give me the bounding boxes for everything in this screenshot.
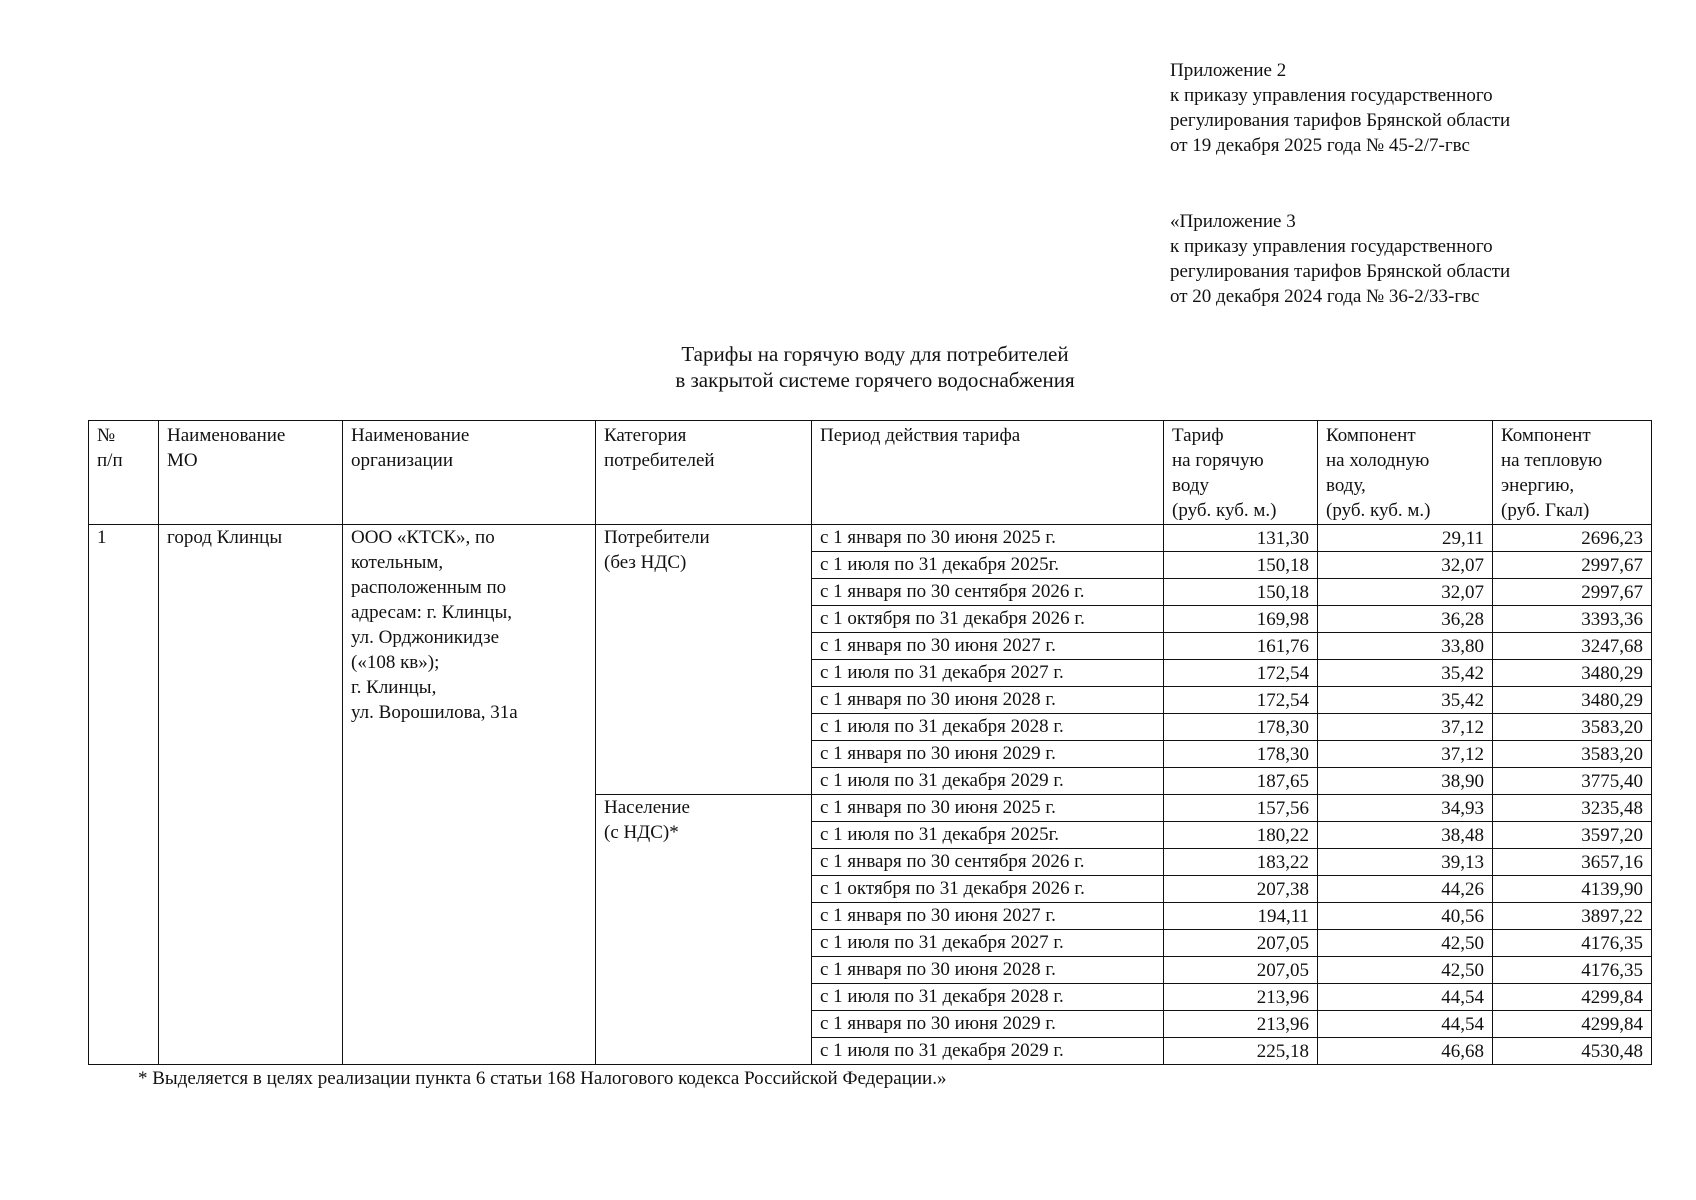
cold-water-component: 37,12: [1318, 741, 1493, 768]
heat-energy-component: 3597,20: [1493, 822, 1652, 849]
cold-water-component: 40,56: [1318, 903, 1493, 930]
title-line: в закрытой системе горячего водоснабжения: [675, 368, 1075, 392]
hot-water-tariff: 207,05: [1164, 930, 1318, 957]
hot-water-tariff: 207,05: [1164, 957, 1318, 984]
heat-energy-component: 3393,36: [1493, 606, 1652, 633]
header-line: энергию,: [1501, 475, 1575, 496]
cold-water-component: 42,50: [1318, 930, 1493, 957]
col-number-header: [89, 421, 159, 525]
heat-energy-component: 4530,48: [1493, 1038, 1652, 1065]
hot-water-tariff: 172,54: [1164, 660, 1318, 687]
heat-energy-component: 3480,29: [1493, 660, 1652, 687]
cold-water-component: 33,80: [1318, 633, 1493, 660]
hot-water-tariff: 150,18: [1164, 579, 1318, 606]
cold-water-component: 34,93: [1318, 795, 1493, 822]
organization-name-line: адресам: г. Клинцы,: [351, 602, 512, 623]
header-line: МО: [167, 450, 198, 471]
header-line: организации: [351, 450, 454, 471]
header-line: Компонент: [1501, 425, 1591, 446]
consumer-category: [596, 795, 812, 1065]
hot-water-tariff: 225,18: [1164, 1038, 1318, 1065]
cold-water-component: 44,26: [1318, 876, 1493, 903]
table-body: [89, 525, 1652, 1065]
heat-energy-component: 4176,35: [1493, 957, 1652, 984]
cold-water-component: 42,50: [1318, 957, 1493, 984]
hot-water-tariff: 178,30: [1164, 714, 1318, 741]
hot-water-tariff: 194,11: [1164, 903, 1318, 930]
organization-name-line: ООО «КТСК», по: [351, 527, 495, 548]
header-line: (руб. Гкал): [1501, 500, 1590, 521]
tariff-period: с 1 января по 30 сентября 2026 г.: [812, 849, 1164, 876]
tariff-table: [88, 420, 1652, 1065]
consumer-category-line: Потребители: [604, 527, 710, 548]
heat-energy-component: 3235,48: [1493, 795, 1652, 822]
header-line: воду: [1172, 475, 1209, 496]
annex-3-line: регулирования тарифов Брянской области: [1170, 261, 1511, 282]
organization-name-line: («108 кв»);: [351, 652, 440, 673]
heat-energy-component: 3583,20: [1493, 741, 1652, 768]
consumer-category-line: (с НДС)*: [604, 822, 679, 843]
hot-water-tariff: 213,96: [1164, 984, 1318, 1011]
consumer-category: [596, 525, 812, 795]
hot-water-tariff: 213,96: [1164, 1011, 1318, 1038]
tariff-period: с 1 октября по 31 декабря 2026 г.: [812, 606, 1164, 633]
header-line: на холодную: [1326, 450, 1430, 471]
col-tariff-header: [1164, 421, 1318, 525]
hot-water-tariff: 150,18: [1164, 552, 1318, 579]
organization-name-line: котельным,: [351, 552, 444, 573]
cold-water-component: 35,42: [1318, 660, 1493, 687]
annex-3-line: от 20 декабря 2024 года № 36-2/33-гвс: [1170, 286, 1480, 307]
tariff-period: с 1 января по 30 июня 2029 г.: [812, 741, 1164, 768]
col-mo-header: [159, 421, 343, 525]
annex-2-line: от 19 декабря 2025 года № 45-2/7-гвс: [1170, 135, 1470, 156]
tariff-period: с 1 июля по 31 декабря 2028 г.: [812, 714, 1164, 741]
col-organization-header: [343, 421, 596, 525]
cold-water-component: 36,28: [1318, 606, 1493, 633]
cold-water-component: 38,90: [1318, 768, 1493, 795]
heat-energy-component: 2696,23: [1493, 525, 1652, 552]
heat-energy-component: 3583,20: [1493, 714, 1652, 741]
header-line: Категория: [604, 425, 687, 446]
cold-water-component: 39,13: [1318, 849, 1493, 876]
hot-water-tariff: 178,30: [1164, 741, 1318, 768]
cold-water-component: 46,68: [1318, 1038, 1493, 1065]
hot-water-tariff: 183,22: [1164, 849, 1318, 876]
heat-energy-component: 4176,35: [1493, 930, 1652, 957]
hot-water-tariff: 131,30: [1164, 525, 1318, 552]
annex-2-header: [1170, 58, 1510, 158]
heat-energy-component: 3480,29: [1493, 687, 1652, 714]
heat-energy-component: 3897,22: [1493, 903, 1652, 930]
header-line: Период действия тарифа: [820, 425, 1021, 446]
consumer-category-line: Население: [604, 797, 690, 818]
document-title: [0, 341, 1696, 393]
col-heat-energy-header: [1493, 421, 1652, 525]
cold-water-component: 32,07: [1318, 579, 1493, 606]
heat-energy-component: 4299,84: [1493, 984, 1652, 1011]
tariff-period: с 1 января по 30 июня 2025 г.: [812, 795, 1164, 822]
tariff-period: с 1 января по 30 июня 2028 г.: [812, 957, 1164, 984]
header-line: воду,: [1326, 475, 1366, 496]
hot-water-tariff: 157,56: [1164, 795, 1318, 822]
organization-name-line: ул. Орджоникидзе: [351, 627, 500, 648]
header-line: Наименование: [167, 425, 286, 446]
header-line: на горячую: [1172, 450, 1264, 471]
header-line: (руб. куб. м.): [1326, 500, 1431, 521]
header-line: Тариф: [1172, 425, 1224, 446]
organization-name-line: расположенным по: [351, 577, 507, 598]
tariff-period: с 1 октября по 31 декабря 2026 г.: [812, 876, 1164, 903]
organization-name-line: ул. Ворошилова, 31а: [351, 702, 518, 723]
tariff-period: с 1 июля по 31 декабря 2025г.: [812, 552, 1164, 579]
hot-water-tariff: 187,65: [1164, 768, 1318, 795]
tariff-period: с 1 июля по 31 декабря 2025г.: [812, 822, 1164, 849]
title-line: Тарифы на горячую воду для потребителей: [681, 342, 1069, 366]
hot-water-tariff: 172,54: [1164, 687, 1318, 714]
tariff-period: с 1 июля по 31 декабря 2027 г.: [812, 930, 1164, 957]
heat-energy-component: 4139,90: [1493, 876, 1652, 903]
tariff-period: с 1 января по 30 июня 2027 г.: [812, 633, 1164, 660]
footnote: * Выделяется в целях реализации пункта 6 статьи 168 Налогового кодекса Российской Федерации.»: [138, 1068, 947, 1089]
annex-3-line: к приказу управления государственного: [1170, 236, 1493, 257]
cold-water-component: 35,42: [1318, 687, 1493, 714]
annex-2-line: к приказу управления государственного: [1170, 85, 1493, 106]
header-line: потребителей: [604, 450, 715, 471]
tariff-period: с 1 июля по 31 декабря 2029 г.: [812, 1038, 1164, 1065]
heat-energy-component: 4299,84: [1493, 1011, 1652, 1038]
organization-name-line: г. Клинцы,: [351, 677, 437, 698]
tariff-period: с 1 июля по 31 декабря 2028 г.: [812, 984, 1164, 1011]
table-header-row: [89, 421, 1652, 525]
col-cold-water-header: [1318, 421, 1493, 525]
hot-water-tariff: 169,98: [1164, 606, 1318, 633]
mo-name: город Клинцы: [159, 525, 343, 1065]
cold-water-component: 44,54: [1318, 984, 1493, 1011]
header-line: на тепловую: [1501, 450, 1603, 471]
cold-water-component: 38,48: [1318, 822, 1493, 849]
heat-energy-component: 3657,16: [1493, 849, 1652, 876]
header-line: Наименование: [351, 425, 470, 446]
tariff-period: с 1 января по 30 июня 2029 г.: [812, 1011, 1164, 1038]
cold-water-component: 37,12: [1318, 714, 1493, 741]
annex-3-header: [1170, 209, 1510, 309]
header-line: №: [97, 425, 116, 446]
tariff-period: с 1 января по 30 июня 2025 г.: [812, 525, 1164, 552]
col-period-header: [812, 421, 1164, 525]
consumer-category-line: (без НДС): [604, 552, 687, 573]
tariff-period: с 1 января по 30 сентября 2026 г.: [812, 579, 1164, 606]
annex-2-line: Приложение 2: [1170, 60, 1287, 81]
entry-number: 1: [89, 525, 159, 1065]
organization-name: [343, 525, 596, 1065]
hot-water-tariff: 207,38: [1164, 876, 1318, 903]
tariff-period: с 1 января по 30 июня 2028 г.: [812, 687, 1164, 714]
heat-energy-component: 2997,67: [1493, 579, 1652, 606]
cold-water-component: 44,54: [1318, 1011, 1493, 1038]
heat-energy-component: 3247,68: [1493, 633, 1652, 660]
header-line: п/п: [97, 450, 123, 471]
tariff-period: с 1 января по 30 июня 2027 г.: [812, 903, 1164, 930]
heat-energy-component: 2997,67: [1493, 552, 1652, 579]
heat-energy-component: 3775,40: [1493, 768, 1652, 795]
annex-2-line: регулирования тарифов Брянской области: [1170, 110, 1511, 131]
hot-water-tariff: 161,76: [1164, 633, 1318, 660]
hot-water-tariff: 180,22: [1164, 822, 1318, 849]
tariff-period: с 1 июля по 31 декабря 2027 г.: [812, 660, 1164, 687]
header-line: Компонент: [1326, 425, 1416, 446]
table-row: [89, 525, 1652, 552]
header-line: (руб. куб. м.): [1172, 500, 1277, 521]
cold-water-component: 29,11: [1318, 525, 1493, 552]
annex-3-line: «Приложение 3: [1170, 211, 1296, 232]
tariff-period: с 1 июля по 31 декабря 2029 г.: [812, 768, 1164, 795]
col-category-header: [596, 421, 812, 525]
cold-water-component: 32,07: [1318, 552, 1493, 579]
